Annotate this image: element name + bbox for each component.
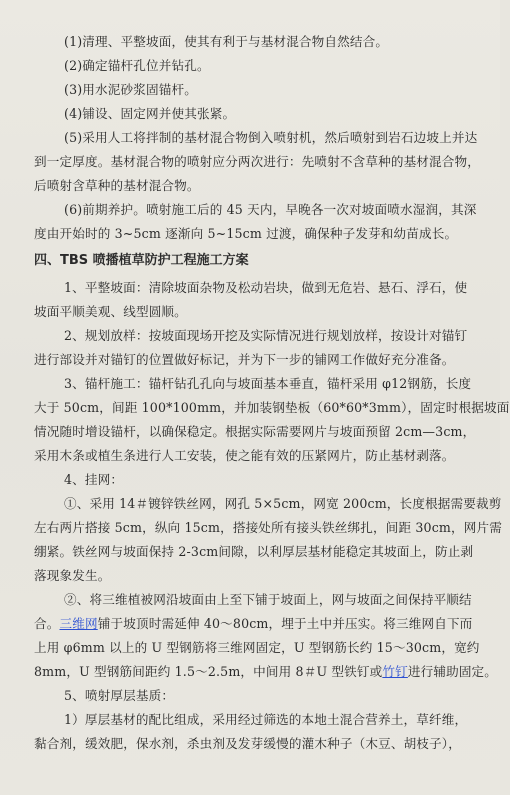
text-line: (1)清理、平整坡面，使其有利于与基材混合物自然结合。	[64, 34, 389, 49]
text-line: 4、挂网：	[64, 472, 124, 487]
section-heading: 四、TBS 喷播植草防护工程施工方案	[34, 253, 249, 268]
text-line: 1）厚层基材的配比组成，采用经过筛选的本地土混合营养土，草纤维，	[64, 712, 468, 727]
text-line: 黏合剂，缓效肥，保水剂，杀虫剂及发芽缓慢的灌木种子（木豆、胡枝子），	[34, 736, 461, 751]
text-line	[34, 612, 473, 636]
text-line: 5、喷射厚层基质：	[64, 688, 175, 703]
text-line: 度由开始时的 3~5cm 逐渐向 5~15cm 过渡，确保种子发芽和幼苗成长。	[34, 226, 458, 241]
text-line: 情况随时增设锚杆，以确保稳定。根据实际需要网片与坡面预留 2cm—3cm，	[34, 424, 476, 439]
text-line: 落现象发生。	[34, 568, 111, 583]
text-line: 左右两片搭接 5cm，纵向 15cm，搭接处所有接头铁丝绑扎，间距 30cm，网片需	[34, 520, 502, 535]
text-line: 后喷射含草种的基材混合物。	[34, 178, 200, 193]
text-fragment: 铺于坡顶时需延伸 40～80cm，埋于土中并压实。将三维网自下而	[97, 616, 473, 631]
text-fragment: 合。	[34, 616, 60, 631]
text-line	[34, 660, 498, 684]
text-line: 3、锚杆施工：锚杆钻孔孔向与坡面基本垂直，锚杆采用 φ12钢筋，长度	[64, 376, 472, 391]
text-line: (2)确定锚杆孔位并钻孔。	[64, 58, 210, 73]
text-line: 进行部设并对锚钉的位置做好标记，并为下一步的铺网工作做好充分准备。	[34, 352, 455, 367]
text-fragment: 8mm，U 型钢筋间距约 1.5～2.5m，中间用 8＃U 型铁钉或	[34, 664, 383, 679]
text-line: (5)采用人工将拌制的基材混合物倒入喷射机，然后喷射到岩石边坡上并达	[64, 130, 478, 145]
text-line: 绷紧。铁丝网与坡面保持 2-3cm间隙，以利厚层基材能稳定其坡面上，防止剥	[34, 544, 474, 559]
text-line: ②、将三维植被网沿坡面由上至下铺于坡面上，网与坡面之间保持平顺结	[64, 592, 472, 607]
link-3d-net[interactable]: 三维网	[59, 616, 98, 631]
text-line: 2、规划放样：按坡面现场开挖及实际情况进行规划放样，按设计对锚钉	[64, 328, 468, 343]
text-line: 上用 φ6mm 以上的 U 型钢筋将三维网固定，U 型钢筋长约 15～30cm，宽约	[34, 640, 480, 655]
link-bamboo-nail[interactable]: 竹钉	[382, 664, 408, 679]
text-line: (6)前期养护。喷射施工后的 45 天内，早晚各一次对坡面喷水湿润，其深	[64, 202, 477, 217]
text-line: 坡面平顺美观、线型圆顺。	[34, 304, 187, 319]
text-line: 1、平整坡面：清除坡面杂物及松动岩块，做到无危岩、悬石、浮石，使	[64, 280, 468, 295]
text-line: 大于 50cm，间距 100*100mm，并加装钢垫板（60*60*3mm），固定时根据坡面	[34, 400, 510, 415]
text-line: 到一定厚度。基材混合物的喷射应分两次进行：先喷射不含草种的基材混合物，	[34, 154, 481, 169]
text-line: (4)铺设、固定网并使其张紧。	[64, 106, 236, 121]
text-line: ①、采用 14＃镀锌铁丝网，网孔 5×5cm，网宽 200cm，长度根据需要裁剪	[64, 496, 502, 511]
text-fragment: 进行辅助固定。	[407, 664, 498, 679]
text-line: (3)用水泥砂浆固锚杆。	[64, 82, 197, 97]
text-line: 采用木条或植生条进行人工安装，使之能有效的压紧网片，防止基材剥落。	[34, 448, 455, 463]
